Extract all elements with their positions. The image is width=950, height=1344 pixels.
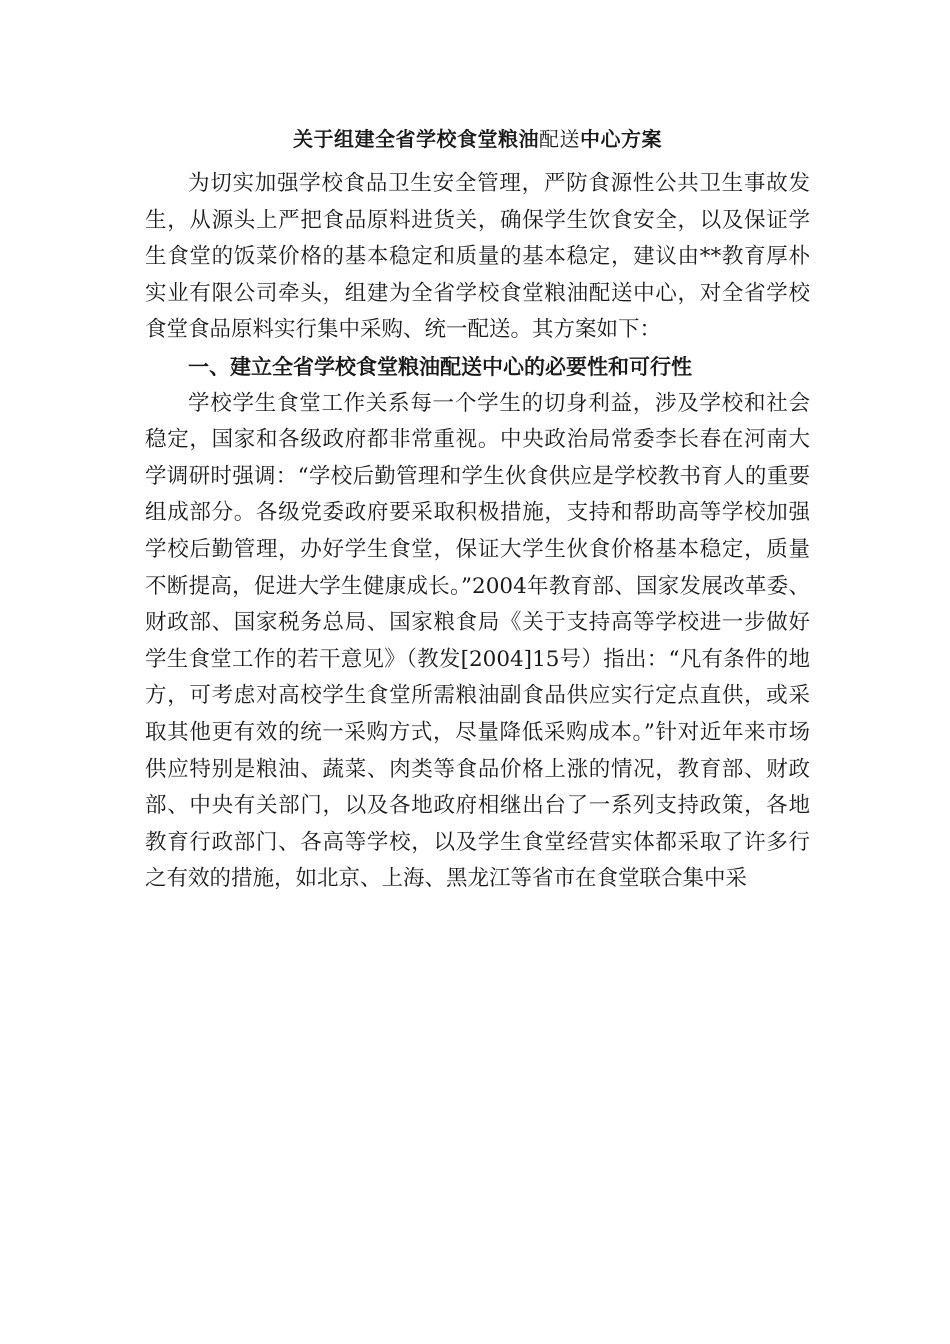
document-title	[145, 122, 810, 156]
title-main: 关于组建全省学校食堂粮油	[293, 127, 539, 151]
title-end: 中心方案	[580, 127, 662, 151]
document-page	[145, 122, 810, 898]
title-mid: 配送	[539, 127, 580, 151]
intro-paragraph: 为切实加强学校食品卫生安全管理，严防食源性公共卫生事故发生，从源头上严把食品原料进货关，确保学生饮食安全，以及保证学生食堂的饭菜价格的基本稳定和质量的基本稳定，建议由**教育厚朴实业有限公司牵头，组建为全省学校食堂粮油配送中心，对全省学校食堂食品原料实行集中采购、统一配送。其方案如下：	[145, 171, 810, 343]
body-paragraph: 学校学生食堂工作关系每一个学生的切身利益，涉及学校和社会稳定，国家和各级政府都非常重视。中央政治局常委李长春在河南大学调研时强调：“学校后勤管理和学生伙食供应是学校教书育人的重要组成部分。各级党委政府要采取积极措施，支持和帮助高等学校加强学校后勤管理，办好学生食堂，保证大学生伙食价格基本稳定，质量不断提高，促进大学生健康成长。”2004年教育部、国家发展改革委、财政部、国家税务总局、国家粮食局《关于支持高等学校进一步做好学生食堂工作的若干意见》（教发[2004]15号）指出：“凡有条件的地方，可考虑对高校学生食堂所需粮油副食品供应实行定点直供，或采取其他更有效的统一采购方式，尽量降低采购成本。”针对近年来市场供应特别是粮油、蔬菜、肉类等食品价格上涨的情况，教育部、财政部、中央有关部门，以及各地政府相继出台了一系列支持政策，各地教育行政部门、各高等学校，以及学生食堂经营实体都采取了许多行之有效的措施，如北京、上海、黑龙江等省市在食堂联合集中采	[145, 390, 810, 892]
section-heading: 一、建立全省学校食堂粮油配送中心的必要性和可行性	[188, 354, 692, 379]
